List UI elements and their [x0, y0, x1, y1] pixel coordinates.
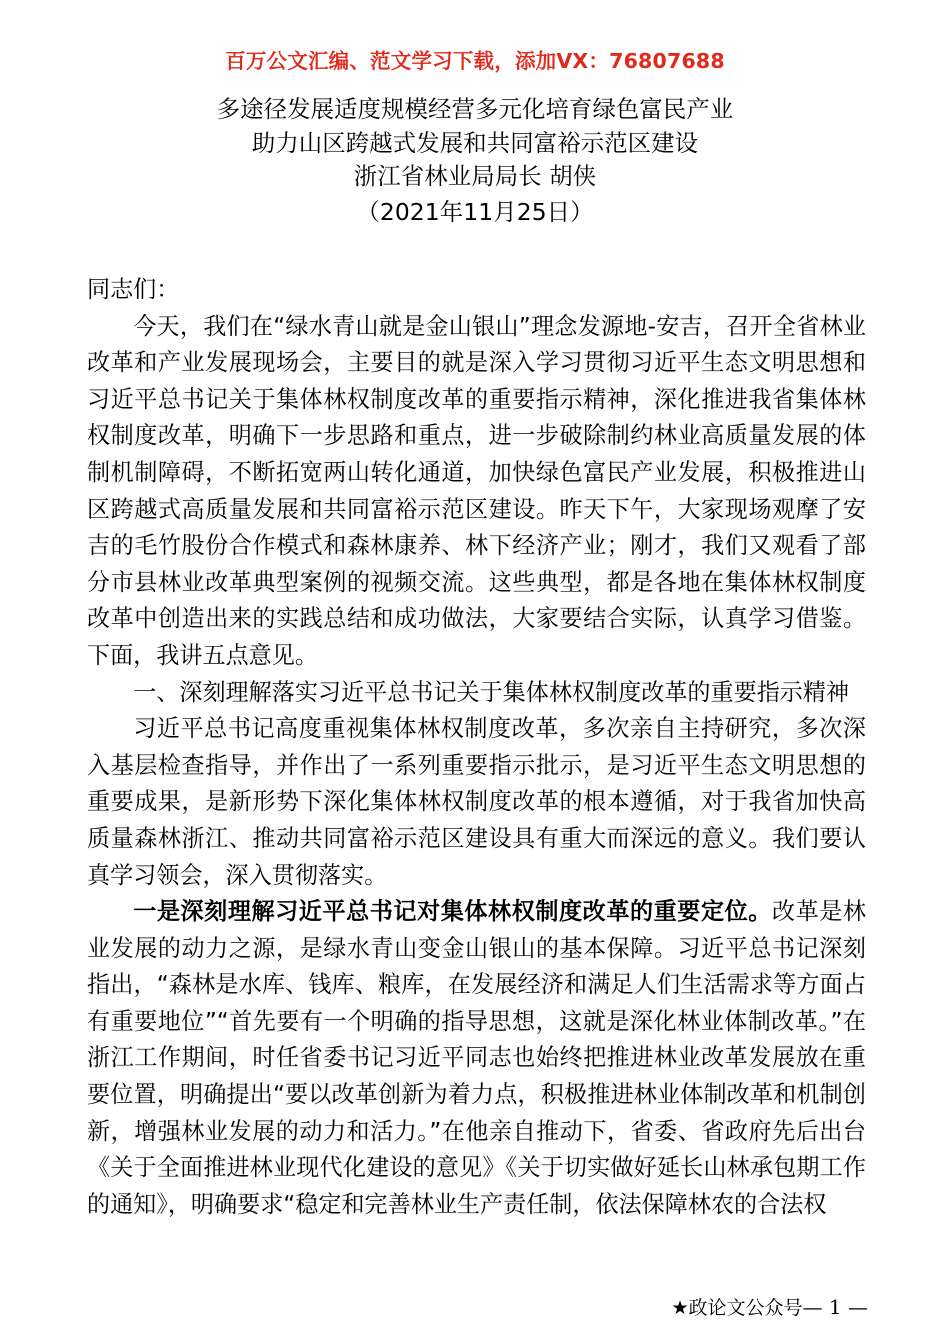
- title-line-1: 多途径发展适度规模经营多元化培育绿色富民产业: [216, 95, 734, 123]
- salutation-line: 同志们：: [87, 277, 180, 303]
- page-number: — 1 —: [802, 1295, 868, 1319]
- body-paragraph-3-bold-lead: 一是深刻理解习近平总书记对集体林权制度改革的重要定位。: [133, 899, 772, 926]
- body-paragraph-3-rest: 改革是林业发展的动力之源，是绿水青山变金山银山的基本保障。习近平总书记深刻指出，“森林是水库、钱库、粮库，在发展经济和满足人们生活需求等方面占有重要地位”“首先要有一个明确的指导思想，这就是深化林业体制改革。”在浙江工作期间，时任省委书记习近平同志也始终把推进林业改革发展放在重要位置，明确提出“要以改革创新为着力点，积极推进林业体制改革和机制创新，增强林业发展的动力和活力。”在他亲自推动下，省委、省政府先后出台《关于全面推进林业现代化建设的意见》《关于切实做好延长山林承包期工作的通知》，明确要求“稳定和完善林业生产责任制，依法保障林农的合法权: [87, 899, 867, 1218]
- footer-watermark-label: ★政论文公众号: [671, 1297, 803, 1319]
- body-paragraph-1: 今天，我们在“绿水青山就是金山银山”理念发源地-安吉，召开全省林业改革和产业发展现场会，主要目的就是深入学习贯彻习近平生态文明思想和习近平总书记关于集体林权制度改革的重要指示精神，深化推进我省集体林权制度改革，明确下一步思路和重点，进一步破除制约林业高质量发展的体制机制障碍，不断拓宽两山转化通道，加快绿色富民产业发展，积极推进山区跨越式高质量发展和共同富裕示范区建设。昨天下午，大家现场观摩了安吉的毛竹股份合作模式和森林康养、林下经济产业；刚才，我们又观看了部分市县林业改革典型案例的视频交流。这些典型，都是各地在集体林权制度改革中创造出来的实践总结和成功做法，大家要结合实际，认真学习借鉴。下面，我讲五点意见。: [87, 313, 866, 669]
- author-byline: 浙江省林业局局长 胡侠: [353, 162, 597, 190]
- body-paragraph-3: [87, 894, 866, 1223]
- document-title-block: [0, 93, 950, 231]
- document-dateline: （2021年11月25日）: [356, 197, 594, 226]
- section-heading-1: 一、深刻理解落实习近平总书记关于集体林权制度改革的重要指示精神: [133, 679, 850, 706]
- promo-banner-text: 百万公文汇编、范文学习下载，添加VX：76807688: [225, 49, 725, 73]
- document-body: [87, 272, 866, 1223]
- body-paragraph-2: 习近平总书记高度重视集体林权制度改革，多次亲自主持研究，多次深入基层检查指导，并作出了一系列重要指示批示，是习近平生态文明思想的重要成果，是新形势下深化集体林权制度改革的根本遵循，对于我省加快高质量森林浙江、推动共同富裕示范区建设具有重大而深远的意义。我们要认真学习领会，深入贯彻落实。: [87, 716, 866, 889]
- title-line-2: 助力山区跨越式发展和共同富裕示范区建设: [251, 128, 699, 157]
- footer-inner: [672, 1294, 869, 1321]
